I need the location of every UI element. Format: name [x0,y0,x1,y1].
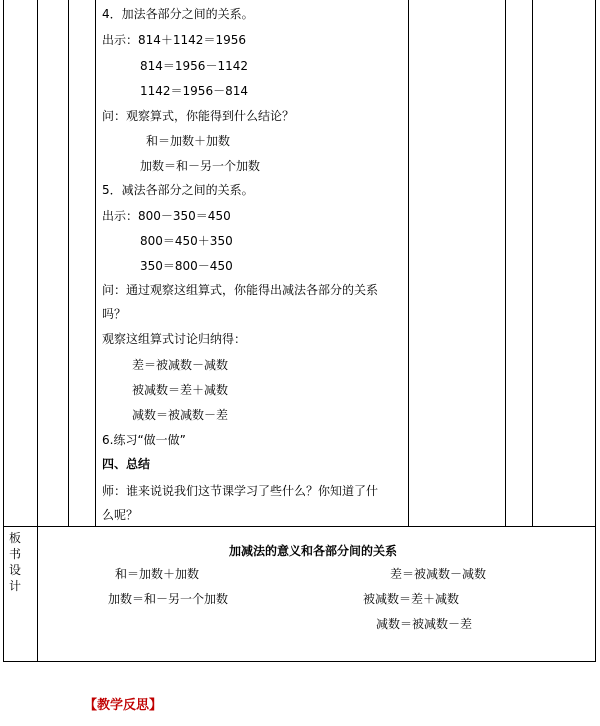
lesson-line: 么呢？ [102,508,139,522]
lesson-line: 350＝800－450 [140,259,233,273]
col-divider-1 [37,0,38,662]
lesson-line: 吗？ [102,307,127,321]
lesson-line: 被减数＝差＋减数 [132,383,229,397]
lesson-line: 师：谁来说说我们这节课学习了些什么？你知道了什 [102,484,379,498]
table-border-right [595,0,596,662]
lesson-line: 问：通过观察这组算式，你能得出减法各部分的关系 [102,283,379,297]
reflection-heading: 【教学反思】 [84,698,163,713]
board-label-char: 设 [9,563,22,577]
board-label-char: 书 [9,547,22,561]
col-divider-6 [532,0,533,527]
lesson-line: 814＝1956－1142 [140,59,248,73]
board-right-line: 被减数＝差＋减数 [363,592,460,606]
lesson-line: 6.练习“做一做” [102,433,186,447]
section-heading: 四、总结 [102,457,151,471]
lesson-line: 观察这组算式讨论归纳得： [102,332,247,346]
board-right-line: 差＝被减数－减数 [390,567,487,581]
table-border-left [3,0,4,662]
col-divider-3 [95,0,96,527]
lesson-line: 1142＝1956－814 [140,84,248,98]
lesson-line: 出示：800－350＝450 [102,209,231,223]
board-left-line: 加数＝和－另一个加数 [108,592,229,606]
board-right-line: 减数＝被减数－差 [376,617,473,631]
row-divider [3,526,596,527]
lesson-line: 和＝加数＋加数 [146,134,231,148]
board-title: 加减法的意义和各部分间的关系 [229,544,398,558]
lesson-line: 问：观察算式，你能得到什么结论？ [102,109,295,123]
lesson-line: 4．加法各部分之间的关系。 [102,7,254,21]
col-divider-5 [505,0,506,527]
lesson-line: 出示：814＋1142＝1956 [102,33,246,47]
board-label-char: 板 [9,531,22,545]
lesson-line: 加数＝和－另一个加数 [140,159,261,173]
col-divider-2 [68,0,69,527]
board-left-line: 和＝加数＋加数 [115,567,200,581]
table-border-bottom [3,661,596,662]
lesson-line: 800＝450＋350 [140,234,233,248]
board-label-char: 计 [9,579,22,593]
lesson-line: 减数＝被减数－差 [132,408,229,422]
lesson-line: 差＝被减数－减数 [132,358,229,372]
col-divider-4 [408,0,409,527]
lesson-line: 5．减法各部分之间的关系。 [102,183,254,197]
